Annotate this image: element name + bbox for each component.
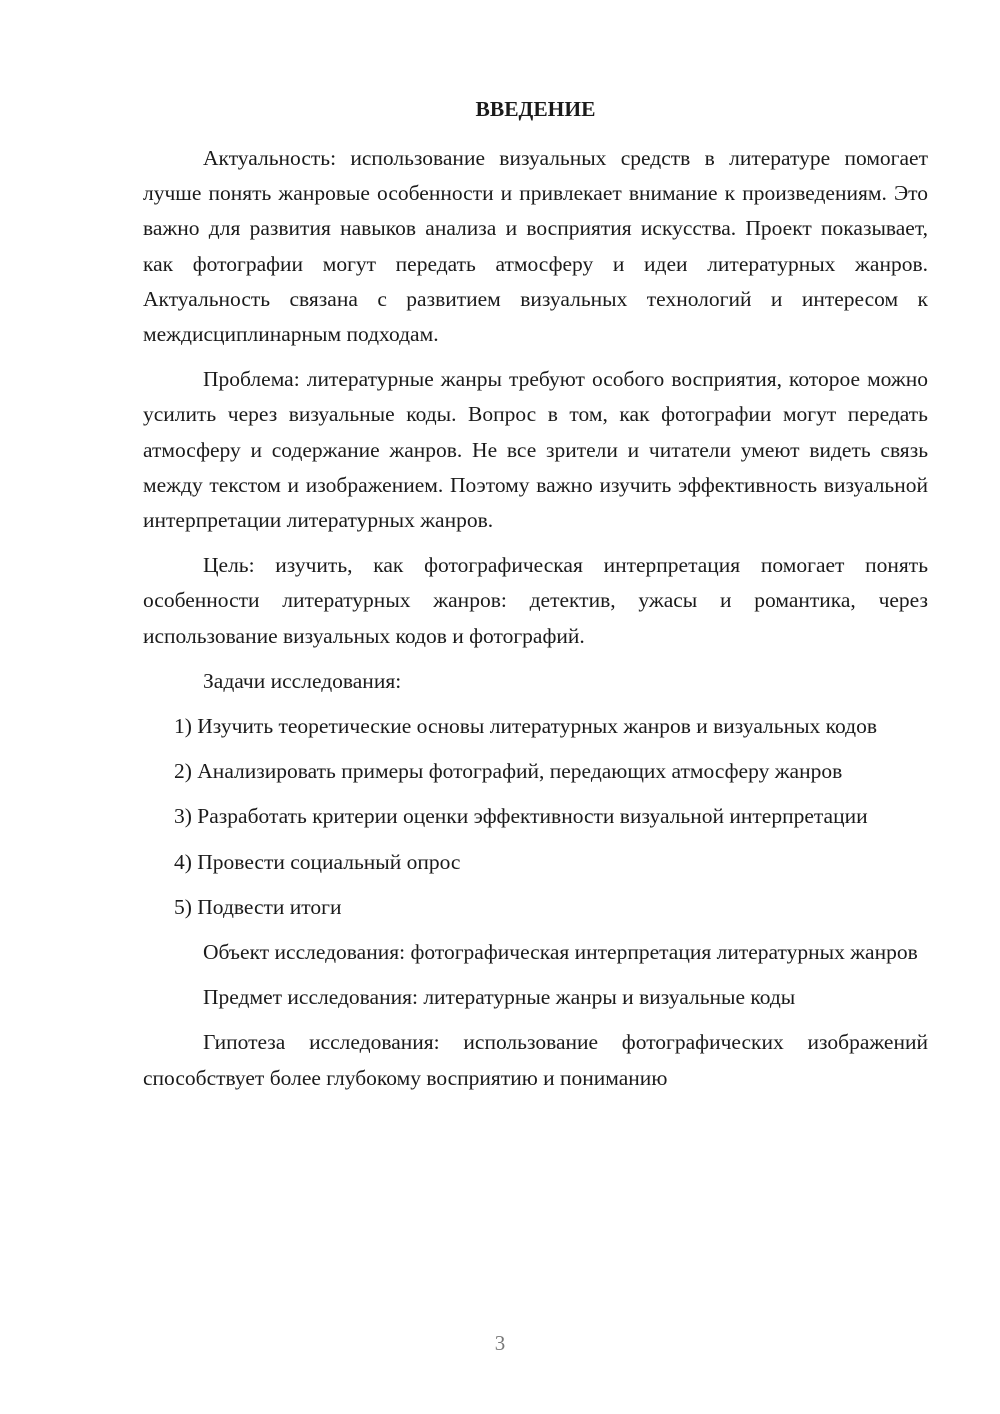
page-number: 3 [494,1331,506,1355]
hypothesis-paragraph: Гипотеза исследования: использование фотографических изображений способствует более глубокому восприятию и пониманию [143,1030,928,1090]
task-item: 4) Провести социальный опрос [174,849,461,874]
task-item: 3) Разработать критерии оценки эффективности визуальной интерпретации [174,804,868,829]
task-item: 5) Подвести итоги [174,894,342,919]
page-title: ВВЕДЕНИЕ [475,97,596,121]
problem-paragraph: Проблема: литературные жанры требуют особого восприятия, которое можно усилить через визуальные коды. Вопрос в том, как фотографии могут передать атмосферу и содержание жанров. Не все зрители и читатели умеют видеть связь между текстом и изображением. Поэтому важно изучить эффективность визуальной интерпретации литературных жанров. [143,367,928,533]
document-page [143,92,928,1096]
task-item: 1) Изучить теоретические основы литературных жанров и визуальных кодов [174,714,877,739]
subject-paragraph: Предмет исследования: литературные жанры и визуальные коды [203,985,796,1010]
tasks-heading: Задачи исследования: [203,668,402,693]
task-item: 2) Анализировать примеры фотографий, передающих атмосферу жанров [174,759,843,784]
object-paragraph: Объект исследования: фотографическая интерпретация литературных жанров [203,940,918,965]
goal-paragraph: Цель: изучить, как фотографическая интерпретация помогает понять особенности литературных жанров: детектив, ужасы и романтика, через использование визуальных кодов и фотографий. [143,553,928,648]
relevance-paragraph: Актуальность: использование визуальных средств в литературе помогает лучше понять жанровые особенности и привлекает внимание к произведениям. Это важно для развития навыков анализа и восприятия искусства. Проект показывает, как фотографии могут передать атмосферу и идеи литературных жанров. Актуальность связана с развитием визуальных технологий и интересом к междисциплинарным подходам. [143,146,928,347]
